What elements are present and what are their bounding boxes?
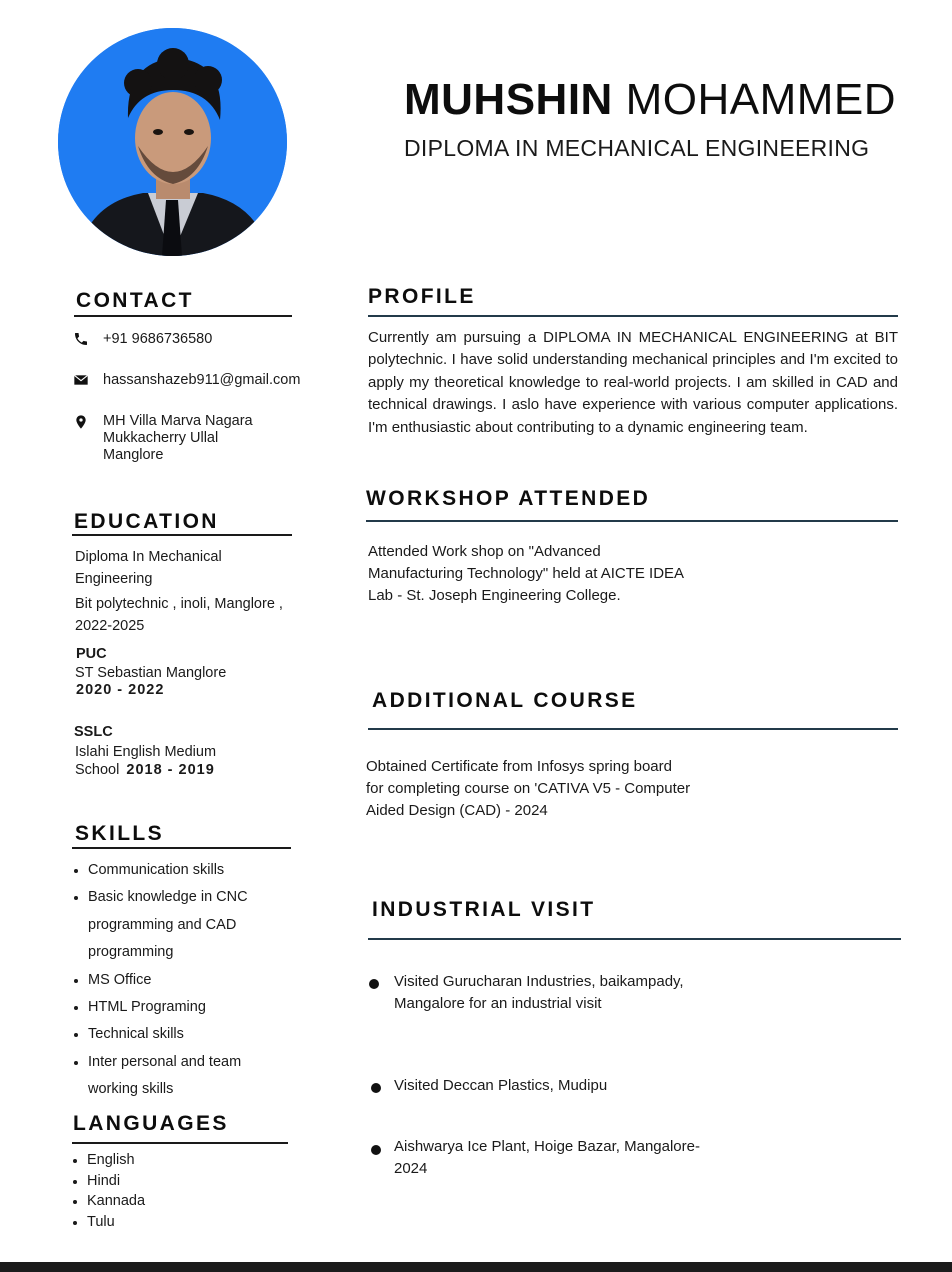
diploma-line: Engineering — [75, 571, 153, 587]
contact-address — [103, 413, 253, 464]
candidate-title: DIPLOMA IN MECHANICAL ENGINEERING — [404, 135, 870, 161]
course-text — [366, 756, 690, 822]
list-item: • MS Office — [88, 967, 308, 994]
visit-line: 2024 — [394, 1160, 428, 1177]
profile-photo — [58, 28, 287, 256]
profile-text: Currently am pursuing a DIPLOMA IN MECHANICAL ENGINEERING at BIT polytechnic. I have solid understanding mechanical principles and I'm excited to apply my theoretical knowledge to real-world projects. I am skilled in CAD and technical drawings. I aslo have experience with various computer applications. I'm enthusiastic about contributing to a dynamic engineering team. — [368, 329, 898, 436]
candidate-name — [404, 74, 896, 126]
sslc-label: SSLC — [74, 724, 113, 740]
education-heading: EDUCATION — [74, 510, 219, 533]
list-item-cont: programming and CAD — [88, 916, 237, 933]
list-item: • Basic knowledge in CNC — [88, 884, 308, 911]
footer-bar — [0, 1262, 952, 1272]
list-item: • Tulu — [87, 1212, 145, 1233]
languages-list — [73, 1150, 145, 1232]
contact-email[interactable]: hassanshazeb911@gmail.com — [103, 372, 301, 388]
visit-item: Visited Deccan Plastics, Mudipu — [394, 1077, 608, 1094]
contact-heading: CONTACT — [76, 289, 194, 312]
course-line: Aided Design (CAD) - 2024 — [366, 802, 548, 819]
visit-line: Mangalore for an industrial visit — [394, 995, 602, 1012]
address-line: Mukkacherry Ullal — [103, 430, 219, 446]
skills-divider — [72, 847, 291, 849]
list-item: • Kannada — [87, 1191, 145, 1212]
diploma-line: 2022-2025 — [75, 618, 145, 634]
portrait-illustration — [58, 28, 287, 256]
workshop-text — [368, 541, 684, 607]
address-line: Manglore — [103, 447, 164, 463]
visit-item — [394, 1136, 700, 1180]
education-diploma — [75, 546, 283, 637]
workshop-line: Manufacturing Technology" held at AICTE IDEA — [368, 565, 685, 582]
visit-line: Visited Gurucharan Industries, baikampady, — [394, 973, 684, 990]
languages-heading: LANGUAGES — [73, 1112, 229, 1135]
bullet-icon — [371, 1145, 381, 1155]
workshop-line: Attended Work shop on "Advanced — [368, 543, 601, 560]
sslc-school: Islahi English Medium — [75, 744, 217, 760]
course-divider — [368, 728, 898, 730]
workshop-line: Lab - St. Joseph Engineering College. — [368, 587, 621, 604]
course-line: Obtained Certificate from Infosys spring board — [366, 758, 672, 775]
puc-years: 2020 - 2022 — [76, 682, 165, 698]
profile-divider — [368, 315, 898, 317]
education-divider — [72, 534, 292, 536]
puc-school: ST Sebastian Manglore — [75, 665, 227, 681]
list-item: • HTML Programing — [88, 994, 308, 1021]
list-item: • Technical skills — [88, 1021, 308, 1048]
first-name: MUHSHIN — [404, 75, 613, 124]
last-name: MOHAMMED — [625, 75, 896, 124]
sslc-school-line2 — [75, 762, 215, 779]
list-item: • Hindi — [87, 1171, 145, 1192]
list-item-cont: working skills — [88, 1081, 174, 1098]
envelope-icon — [73, 372, 89, 388]
contact-divider — [74, 315, 292, 317]
visit-divider — [368, 938, 901, 940]
bullet-icon — [371, 1083, 381, 1093]
workshop-divider — [366, 520, 898, 522]
list-item-cont: programming — [88, 944, 174, 961]
phone-icon — [73, 331, 89, 347]
profile-heading: PROFILE — [368, 285, 476, 308]
sslc-school-cont: School — [75, 762, 120, 778]
list-item: • Inter personal and team — [88, 1049, 308, 1076]
sslc-years: 2018 - 2019 — [126, 762, 215, 778]
map-pin-icon — [73, 414, 89, 430]
skills-list — [74, 857, 308, 1104]
visit-line: Aishwarya Ice Plant, Hoige Bazar, Mangalore- — [394, 1138, 700, 1155]
diploma-line: Diploma In Mechanical — [75, 549, 222, 565]
skills-heading: SKILLS — [75, 822, 165, 845]
puc-label: PUC — [76, 646, 107, 662]
bullet-icon — [369, 979, 379, 989]
course-heading: ADDITIONAL COURSE — [372, 689, 638, 712]
list-item: • English — [87, 1150, 145, 1171]
visit-item — [394, 971, 684, 1015]
address-line: MH Villa Marva Nagara — [103, 413, 253, 429]
list-item: • Communication skills — [88, 857, 308, 884]
visit-heading: INDUSTRIAL VISIT — [372, 898, 596, 921]
course-line: for completing course on 'CATIVA V5 - Computer — [366, 780, 691, 797]
workshop-heading: WORKSHOP ATTENDED — [366, 487, 651, 510]
contact-phone[interactable]: +91 9686736580 — [103, 331, 213, 347]
diploma-line: Bit polytechnic , inoli, Manglore , — [75, 596, 283, 612]
languages-divider — [72, 1142, 288, 1144]
